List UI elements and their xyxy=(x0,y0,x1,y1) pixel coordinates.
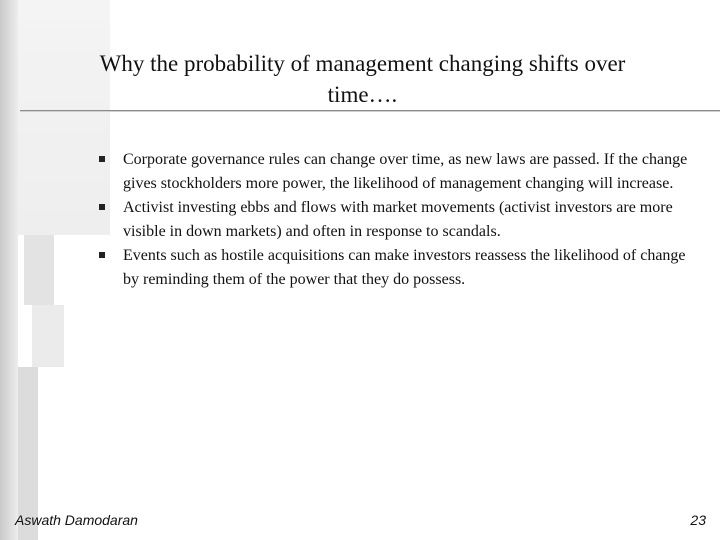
bullet-text: Events such as hostile acquisitions can make investors reassess the likelihood of change by reminding them of the power that they do possess. xyxy=(123,247,686,288)
background-decoration-block xyxy=(32,305,64,367)
slide-title xyxy=(70,48,655,110)
background-decoration-block xyxy=(24,235,54,305)
footer-author: Aswath Damodaran xyxy=(15,512,138,528)
bullet-text: Activist investing ebbs and flows with market movements (activist investors are more visible in down markets) and often in response to scandals. xyxy=(123,199,673,240)
bullet-list xyxy=(96,148,696,292)
square-bullet-icon xyxy=(99,204,105,210)
square-bullet-icon xyxy=(99,252,105,258)
slide-title-line: Why the probability of management changing shifts over xyxy=(99,51,626,76)
bullet-text: Corporate governance rules can change over time, as new laws are passed. If the change gives stockholders more power, the likelihood of management changing will increase. xyxy=(123,151,688,192)
bullet-item xyxy=(96,196,696,244)
background-decoration-strip xyxy=(0,0,18,540)
square-bullet-icon xyxy=(99,156,105,162)
slide-title-line: time…. xyxy=(327,82,398,107)
bullet-item xyxy=(96,148,696,196)
bullet-item xyxy=(96,244,696,292)
page-number: 23 xyxy=(690,512,706,528)
title-divider xyxy=(20,110,720,111)
